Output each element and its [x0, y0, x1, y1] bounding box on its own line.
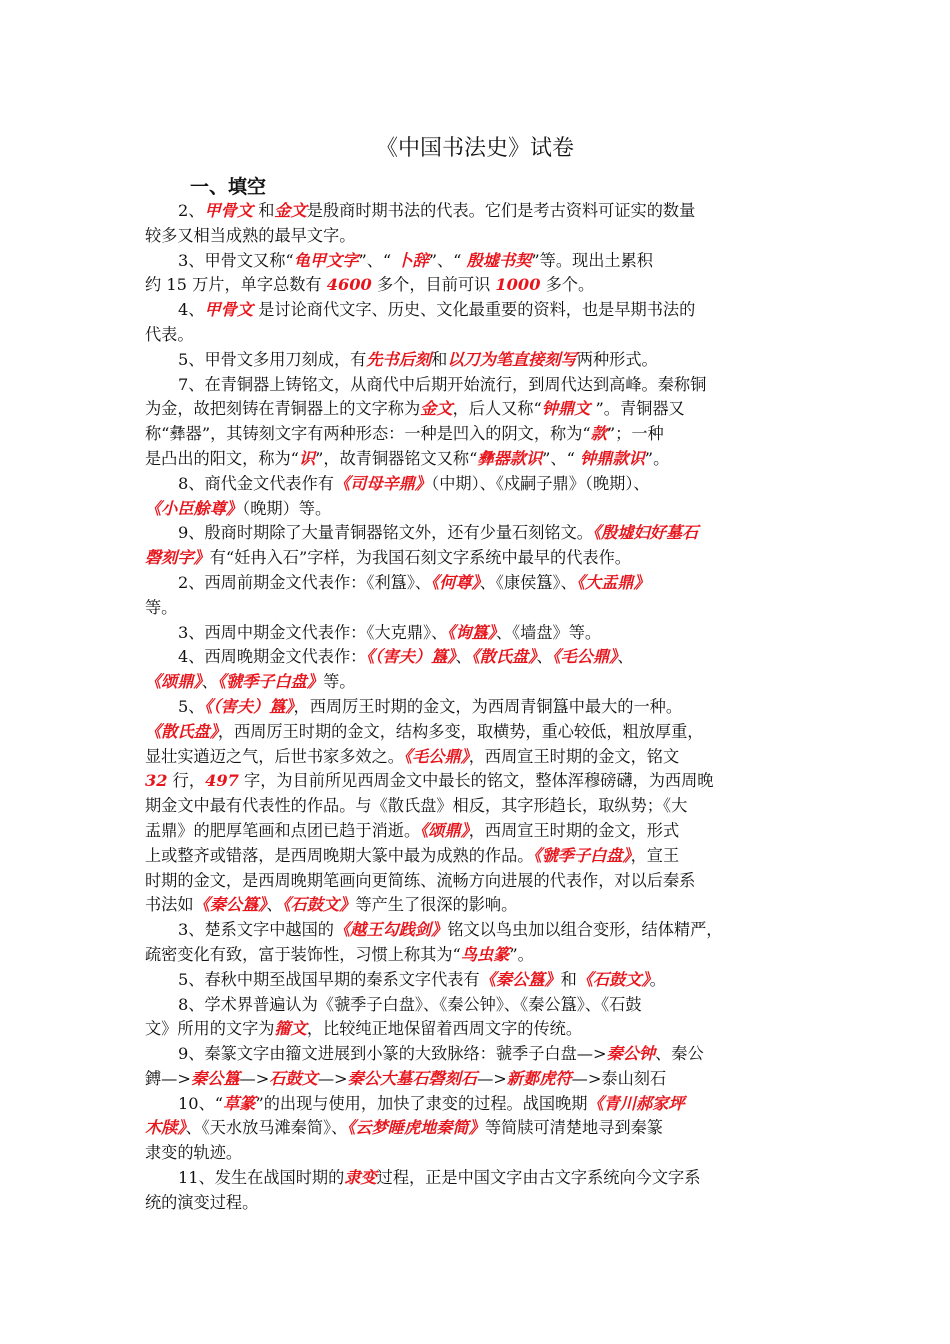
answer-text: 甲骨文	[204, 300, 254, 320]
question-text: 铭文以鸟虫加以组合变形，结体精严，	[447, 920, 723, 940]
text-line	[145, 918, 813, 943]
answer-text: 石鼓文	[269, 1068, 318, 1088]
question-text: —>	[239, 1068, 270, 1088]
question-text: 等简牍可清楚地寻到秦篆	[484, 1118, 663, 1138]
answer-text: 识	[298, 448, 316, 468]
answer-text: 《虢季子白盘》	[533, 845, 631, 865]
question-text: 盂鼎》的肥厚笔画和点团已趋于消逝。	[145, 820, 421, 840]
answer-text: 《毛公鼎》	[404, 746, 469, 766]
answer-text: 草篆	[223, 1093, 256, 1113]
question-text: ”；一种	[606, 424, 664, 444]
question-text: —>	[317, 1068, 348, 1088]
text-line	[145, 1017, 813, 1042]
question-text: 9、秦篆文字由籀文进展到小篆的大致脉络：虢季子白盘—>	[178, 1044, 607, 1064]
answer-text: 金文	[420, 399, 453, 419]
answer-text: 秦公钟	[606, 1044, 656, 1064]
text-line	[145, 794, 813, 819]
question-text: ，西周宣王时期的金文，铭文	[468, 746, 680, 766]
question-text: 、	[266, 895, 283, 915]
text-line	[145, 1067, 813, 1092]
question-text: 字，为目前所见西周金文中最长的铭文，整体浑穆磅礴，为西周晚	[238, 771, 714, 791]
question-text: 、秦公	[655, 1044, 704, 1064]
question-text: 书法如	[145, 895, 194, 915]
answer-text: 《毛公鼎》	[552, 647, 618, 667]
question-text: 有“妊冉入石”字样，为我国石刻文字系统中最早的代表作。	[209, 548, 631, 568]
question-text: ”、“	[542, 448, 581, 468]
question-text: 行，	[167, 771, 206, 791]
text-line	[145, 323, 813, 348]
question-text: 2、	[178, 201, 205, 220]
answer-text: 磬刻字》	[145, 548, 210, 568]
text-line	[145, 844, 813, 869]
text-line	[145, 397, 813, 422]
text-line	[145, 497, 813, 522]
answer-text: 《虢季子白盘》	[217, 672, 324, 692]
question-text: 等。	[323, 672, 356, 692]
text-line	[145, 621, 813, 646]
answer-text: 《询簋》	[447, 622, 496, 642]
text-line	[145, 373, 813, 398]
question-text: 、	[617, 647, 634, 667]
question-text: 5、	[178, 696, 205, 716]
question-text: 较多又相当成熟的最早文字。	[145, 225, 356, 245]
question-text: ，西周厉王时期的金文，结构多变，取横势，重心较低，粗放厚重，	[217, 721, 704, 741]
page-title: 《中国书法史》试卷	[375, 136, 574, 161]
question-text: ”，故青铜器铭文又称“	[315, 448, 478, 468]
answer-text: 《（害夫）簋》	[204, 696, 294, 716]
text-line	[145, 546, 813, 571]
answer-text: 《大盂鼎》	[576, 572, 650, 592]
text-line	[145, 472, 813, 497]
text-line	[145, 819, 813, 844]
question-text: 和	[560, 969, 577, 989]
answer-text: 籀文	[274, 1019, 307, 1039]
question-text: 3、楚系文字中越国的	[178, 920, 334, 940]
text-line	[145, 224, 813, 249]
text-line	[145, 943, 813, 968]
question-text: 多个。	[540, 275, 595, 295]
question-text: 为金，故把刻铸在青铜器上的文字称为	[145, 399, 421, 419]
answer-text: 秦公大墓石磬刻石	[347, 1068, 478, 1088]
question-text: 鎛—>	[145, 1068, 191, 1088]
question-text: 5、甲骨文多用刀刻成，有	[178, 349, 367, 369]
question-text: 3、甲骨文又称“	[178, 250, 294, 270]
answer-text: 《越王勾践剑》	[334, 920, 448, 940]
answer-text: 《（害夫）簋》	[366, 647, 456, 667]
answer-text: 彝器款识	[477, 448, 543, 468]
question-text: 两种形式。	[576, 349, 658, 369]
answer-text: 先书后刻	[366, 349, 432, 369]
question-text: ”。青铜器又	[590, 399, 685, 419]
question-text: 等产生了很深的影响。	[355, 895, 518, 915]
text-line	[145, 968, 813, 993]
question-text: 约 15 万片，单字总数有	[145, 275, 327, 295]
answer-text: 《何尊》	[431, 572, 480, 592]
text-line	[145, 645, 813, 670]
answer-text: 钟鼎款识	[580, 448, 645, 468]
question-text: ”、“	[428, 250, 467, 270]
answer-text: 殷墟书契	[466, 250, 532, 270]
answer-text: 以刀为笔直接刻写	[447, 349, 577, 369]
question-text: 9、殷商时期除了大量青铜器铭文外，还有少量石刻铭文。	[178, 523, 593, 543]
text-line	[145, 571, 813, 596]
question-text: ，后人又称“	[452, 399, 542, 419]
question-text: 8、商代金文代表作有	[178, 473, 334, 493]
answer-text: 《颂鼎》	[145, 672, 202, 692]
text-line	[145, 869, 813, 894]
text-line	[145, 1092, 813, 1117]
text-line	[145, 447, 813, 472]
answer-text: 金文	[274, 201, 307, 220]
question-text: 文》所用的文字为	[145, 1019, 275, 1039]
question-text: 上或整齐或错落，是西周晚期大篆中最为成熟的作品。	[145, 845, 534, 865]
question-text: 是殷商时期书法的代表。它们是考古资料可证实的数量	[306, 201, 696, 220]
question-text: —>	[477, 1068, 507, 1088]
text-line	[145, 273, 813, 298]
question-text: 隶变的轨迹。	[145, 1143, 243, 1163]
text-line	[145, 695, 813, 720]
question-text: 。	[649, 969, 666, 989]
answer-text: 4600	[326, 275, 372, 295]
question-text: 、	[455, 647, 472, 667]
question-text: （中期）、《戍嗣子鼎》（晚期）、	[431, 473, 650, 493]
question-text: 5、春秋中期至战国早期的秦系文字代表有	[178, 969, 480, 989]
text-line	[145, 893, 813, 918]
answer-text: 1000	[495, 275, 541, 295]
answer-text: 《散氏盘》	[471, 647, 537, 667]
question-text: 称“彝器”，其铸刻文字有两种形态：一种是凹入的阴文，称为“	[145, 424, 591, 444]
question-text: 代表。	[145, 324, 194, 344]
answer-text: 《司母辛鼎》	[334, 473, 432, 493]
question-text: 3、西周中期金文代表作：《大克鼎》、	[178, 622, 448, 642]
question-text: 显壮实遒迈之气，后世书家多效之。	[145, 746, 404, 766]
answer-text: 32	[145, 771, 168, 791]
answer-text: 《颂鼎》	[420, 820, 469, 840]
question-text: （晚期）等。	[242, 498, 332, 518]
answer-text: 《青川郝家坪	[587, 1093, 685, 1113]
question-text: 时期的金文，是西周晚期笔画向更简练、流畅方向进展的代表作，对以后秦系	[145, 870, 696, 890]
question-text: 4、西周晚期金文代表作：	[178, 647, 367, 667]
text-line	[145, 199, 813, 224]
question-text: 过程，正是中国文字由古文字系统向今文字系	[376, 1168, 701, 1188]
text-line	[145, 298, 813, 323]
answer-text: 《石鼓文》	[282, 895, 356, 915]
answer-text: 秦公簋	[190, 1068, 240, 1088]
section-heading: 一、填空	[190, 176, 267, 198]
answer-text: 款	[590, 424, 607, 444]
question-text: 10、“	[178, 1093, 224, 1113]
question-text: —>泰山刻石	[571, 1068, 667, 1088]
text-line	[145, 596, 813, 621]
question-text: 是讨论商代文字、历史、文化最重要的资料，也是早期书法的	[253, 300, 696, 320]
question-text: 7、在青铜器上铸铭文，从商代中后期开始流行，到周代达到高峰。秦称铜	[178, 374, 707, 394]
question-text: 是凸出的阳文，称为“	[145, 448, 299, 468]
question-text: ”的出现与使用，加快了隶变的过程。战国晚期	[255, 1093, 588, 1113]
question-text: 4、	[178, 300, 205, 320]
question-text: 、《康侯簋》、	[479, 572, 577, 592]
text-line	[145, 670, 813, 695]
text-line	[145, 521, 813, 546]
answer-text: 497	[205, 771, 239, 791]
answer-text: 《石鼓文》	[576, 969, 650, 989]
answer-text: 《秦公簋》	[479, 969, 561, 989]
answer-text: 木牍》	[145, 1118, 186, 1138]
question-text: 、《天水放马滩秦简》、	[185, 1118, 348, 1138]
text-line	[145, 1042, 813, 1067]
text-line	[145, 1191, 813, 1216]
answer-text: 新郪虎符	[506, 1068, 572, 1088]
text-line	[145, 720, 813, 745]
answer-text: 钟鼎文	[541, 399, 591, 419]
document-body	[145, 199, 813, 1216]
question-text: ，西周宣王时期的金文，形式	[468, 820, 680, 840]
question-text: 统的演变过程。	[145, 1192, 259, 1212]
question-text: 11、发生在战国时期的	[178, 1168, 345, 1188]
question-text: ，宣王	[630, 845, 680, 865]
question-text: 多个，目前可识	[371, 275, 496, 295]
question-text: 2、西周前期金文代表作：《利簋》、	[178, 572, 432, 592]
answer-text: 《云梦睡虎地秦简》	[347, 1118, 485, 1138]
question-text: ，比较纯正地保留着西周文字的传统。	[306, 1019, 583, 1039]
question-text: 期金文中最有代表性的作品。与《散氏盘》相反，其字形趋长，取纵势；《大	[145, 796, 688, 816]
answer-text: 鸟虫篆	[460, 944, 510, 964]
text-line	[145, 249, 813, 274]
text-line	[145, 1166, 813, 1191]
question-text: ”。	[509, 944, 534, 964]
answer-text: 《小臣艅尊》	[145, 498, 243, 518]
text-line	[145, 422, 813, 447]
question-text: 、	[536, 647, 553, 667]
text-line	[145, 745, 813, 770]
question-text: 等。	[145, 597, 178, 617]
answer-text: 龟甲文字	[293, 250, 359, 270]
answer-text: 隶变	[344, 1168, 377, 1188]
question-text: ”等。现出土累积	[531, 250, 653, 270]
answer-text: 《秦公簋》	[193, 895, 267, 915]
answer-text: 卜辞	[396, 250, 429, 270]
text-line	[145, 1141, 813, 1166]
text-line	[145, 993, 813, 1018]
answer-text: 《殷墟妇好墓石	[593, 523, 699, 543]
text-line	[145, 348, 813, 373]
text-line	[145, 1116, 813, 1141]
text-line	[145, 769, 813, 794]
question-text: 和	[431, 349, 448, 369]
answer-text: 甲骨文	[204, 201, 254, 220]
question-text: 疏密变化有致，富于装饰性，习惯上称其为“	[145, 944, 461, 964]
question-text: 8、学术界普遍认为《虢季子白盘》、《秦公钟》、《秦公簋》、《石鼓	[178, 994, 642, 1014]
question-text: ”。	[644, 448, 670, 468]
question-text: 、	[201, 672, 218, 692]
question-text: 和	[253, 201, 275, 220]
question-text: 、《墙盘》等。	[495, 622, 602, 642]
question-text: ”、“	[358, 250, 397, 270]
question-text: ，西周厉王时期的金文，为西周青铜簋中最大的一种。	[293, 696, 683, 716]
answer-text: 《散氏盘》	[145, 721, 218, 741]
